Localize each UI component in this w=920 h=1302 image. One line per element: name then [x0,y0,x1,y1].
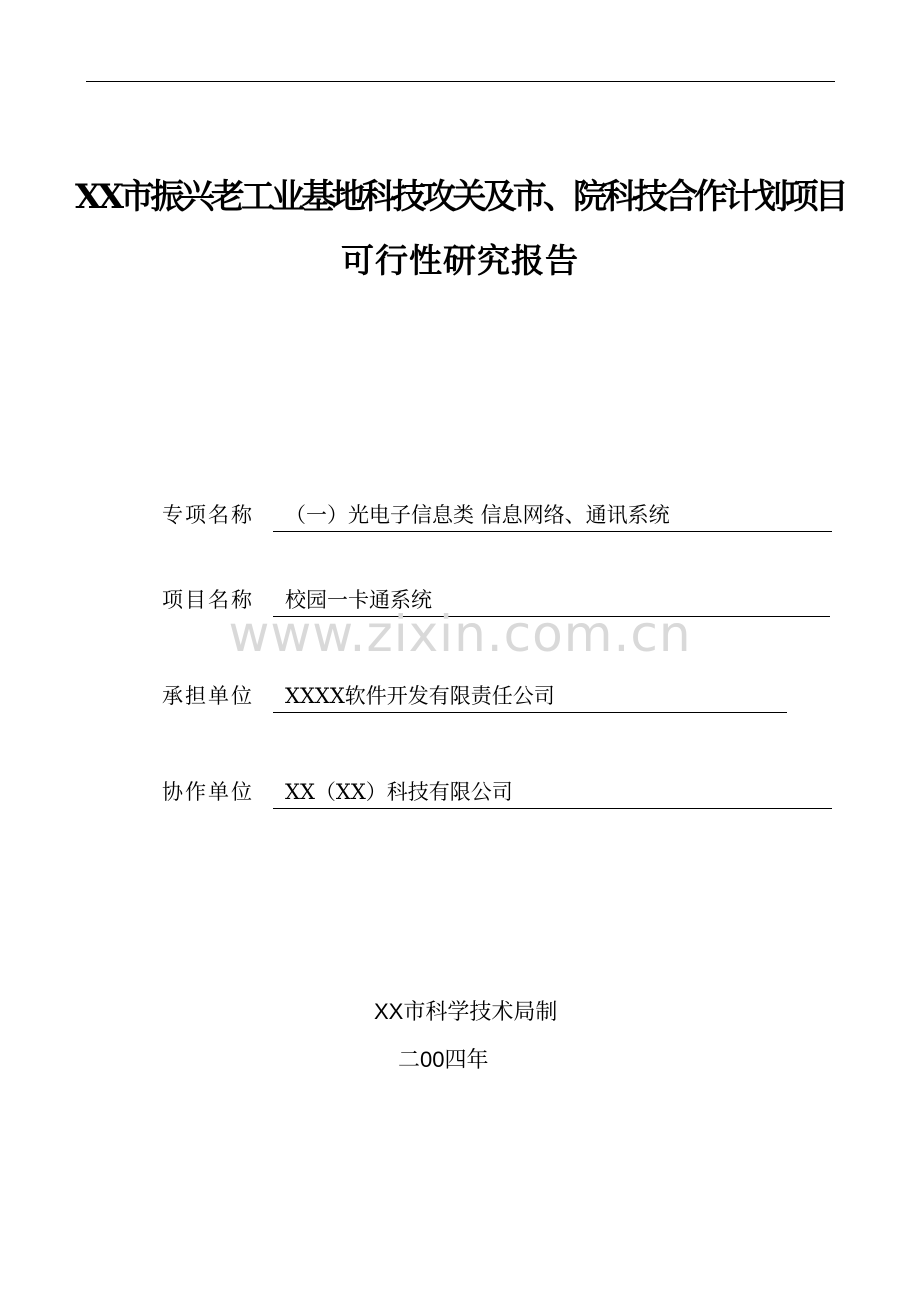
watermark: www.zixin.com.cn [228,605,692,663]
field-value: （一）光电子信息类 信息网络、通讯系统 [273,499,832,532]
field-label: 协作单位 [162,780,254,804]
field-value: 校园一卡通系统 [273,584,830,617]
field-label: 专项名称 [162,503,254,527]
issuing-organization: XX市科学技术局制 [374,999,558,1024]
issue-year: 二00四年 [398,1047,489,1072]
field-value: XXXX软件开发有限责任公司 [273,680,787,713]
header-rule [86,81,835,82]
document-subtitle: 可行性研究报告 [341,241,579,280]
field-label: 项目名称 [162,588,254,612]
document-title: XX市振兴老工业基地科技攻关及市、院科技合作计划项目 [75,177,845,217]
field-label: 承担单位 [162,684,254,708]
field-value: XX（XX）科技有限公司 [273,776,832,809]
